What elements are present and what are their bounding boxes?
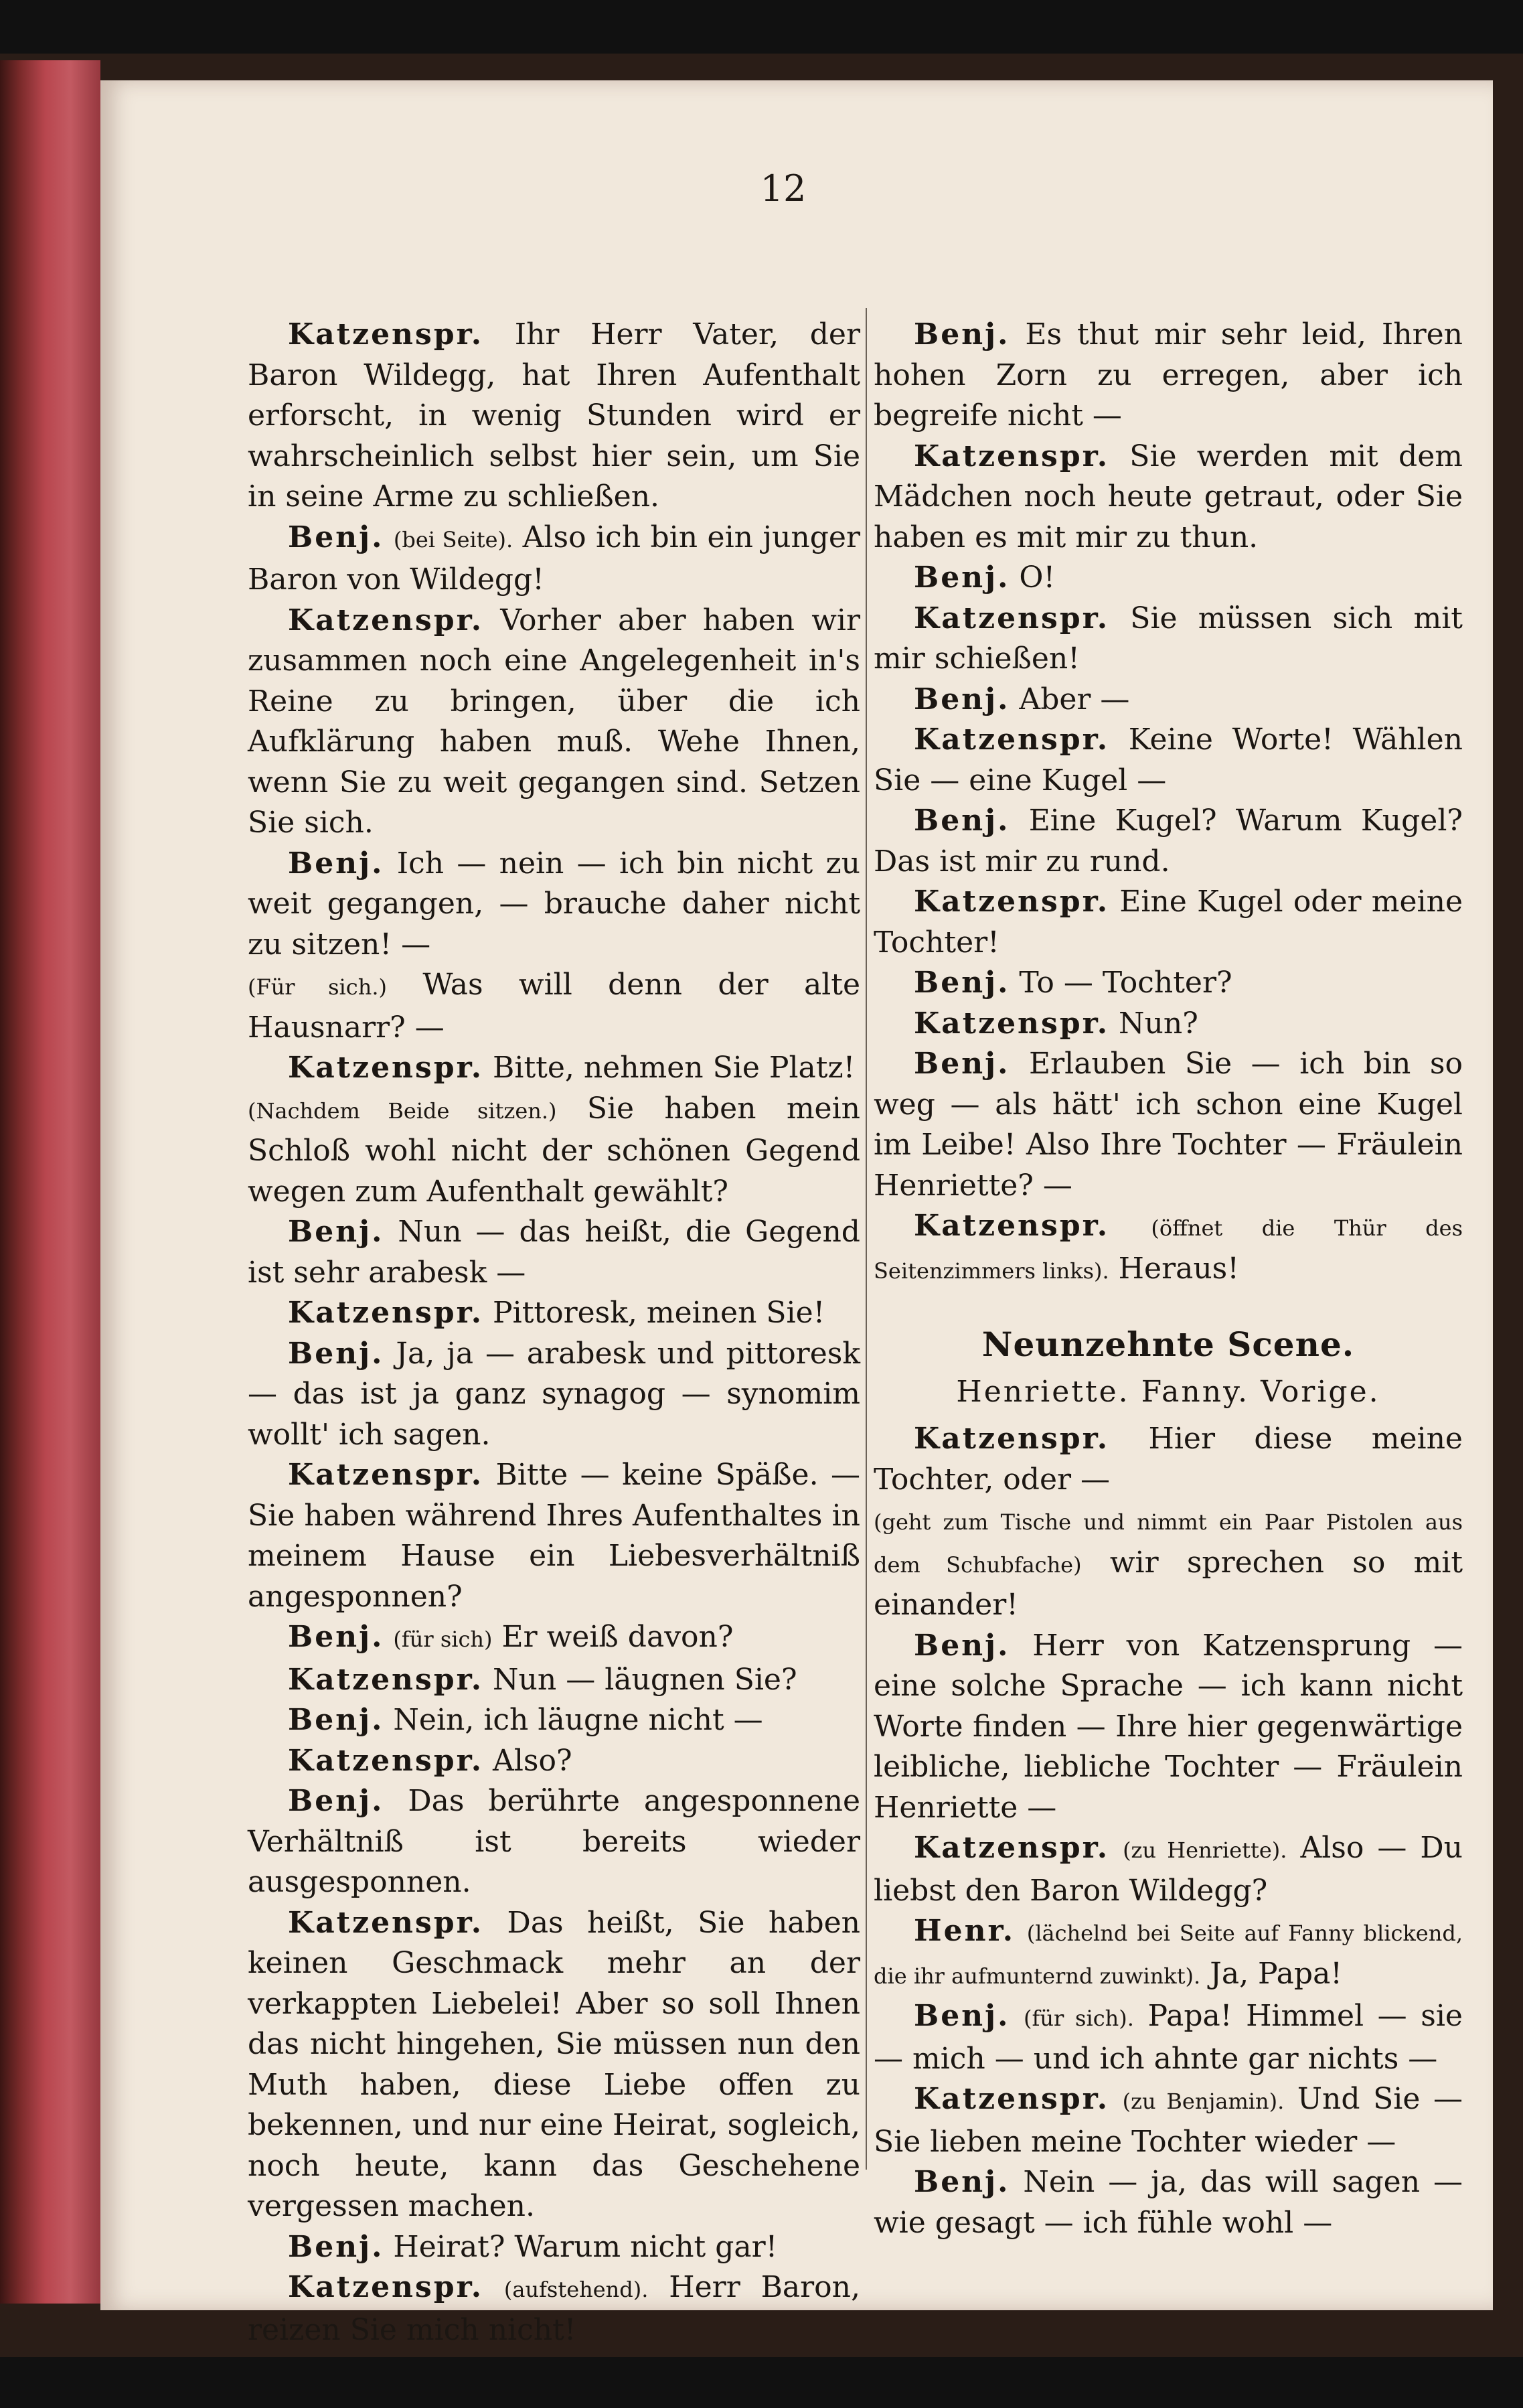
speaker-name: Katzenspr. bbox=[288, 1458, 484, 1492]
dialogue-text: Also — Du liebst den Baron Wildegg? bbox=[874, 1831, 1463, 1908]
stage-direction: (bei Seite). bbox=[393, 526, 513, 552]
stage-direction: (für sich) bbox=[393, 1627, 493, 1652]
dialogue-text: Sie müssen sich mit mir schießen! bbox=[874, 601, 1463, 676]
dialogue-line bbox=[874, 558, 1463, 599]
speaker-name: Benj. bbox=[914, 2165, 1010, 2199]
dialogue-text: Ihr Herr Vater, der Baron Wildegg, hat Ihren Aufenthalt erforscht, in wenig Stunden wird er wahrscheinlich selbst hier sein, um Sie in seine Arme zu schließen. bbox=[248, 317, 860, 514]
dialogue-text: Pittoresk, meinen Sie! bbox=[493, 1296, 825, 1330]
dialogue-line bbox=[248, 1741, 860, 1782]
speaker-name: Benj. bbox=[914, 966, 1010, 1000]
dialogue-line bbox=[874, 1004, 1463, 1045]
right-column-part-b bbox=[874, 1419, 1463, 2243]
dialogue-text: Bitte, nehmen Sie Platz! bbox=[493, 1051, 856, 1085]
dialogue-text: Heraus! bbox=[1118, 1251, 1239, 1286]
dialogue-text: To — Tochter? bbox=[1019, 966, 1232, 1000]
dialogue-line bbox=[248, 315, 860, 518]
speaker-name: Katzenspr. bbox=[914, 2082, 1110, 2116]
dialogue-line bbox=[874, 882, 1463, 963]
stage-direction: (zu Henriette). bbox=[1123, 1837, 1287, 1863]
dialogue-text: Also? bbox=[493, 1743, 572, 1778]
cast-list: Henriette. Fanny. Vorige. bbox=[956, 1374, 1380, 1409]
speaker-name: Katzenspr. bbox=[914, 723, 1110, 757]
stage-direction: (aufstehend). bbox=[503, 2277, 649, 2302]
speaker-name: Benj. bbox=[914, 804, 1010, 838]
speaker-name: Benj. bbox=[914, 560, 1010, 595]
speaker-name: Benj. bbox=[914, 317, 1010, 352]
right-column bbox=[874, 315, 1463, 2243]
dialogue-text: Eine Kugel? Warum Kugel? Das ist mir zu rund. bbox=[874, 804, 1463, 879]
dialogue-line bbox=[874, 963, 1463, 1004]
dialogue-text: Es thut mir sehr leid, Ihren hohen Zorn zu erregen, aber ich begreife nicht — bbox=[874, 317, 1463, 433]
dialogue-text: Nun — das heißt, die Gegend ist sehr arabesk — bbox=[248, 1215, 860, 1290]
dialogue-line bbox=[874, 1626, 1463, 1829]
dialogue-text: Erlauben Sie — ich bin so weg — als hätt' ich schon eine Kugel im Leibe! Also Ihre Tochter — Fräulein Henriette? — bbox=[874, 1047, 1463, 1203]
speaker-name: Benj. bbox=[288, 2229, 384, 2264]
dialogue-line bbox=[248, 1700, 860, 1741]
dialogue-line bbox=[248, 1617, 860, 1660]
dialogue-line bbox=[248, 1048, 860, 1089]
dialogue-line bbox=[874, 315, 1463, 437]
dialogue-text: Vorher aber haben wir zusammen noch eine Angelegenheit in's Reine zu bringen, über die ich Aufklärung haben muß. Wehe Ihnen, wenn Sie zu weit gegangen sind. Setzen Sie sich. bbox=[248, 603, 860, 840]
dialogue-line bbox=[248, 1660, 860, 1701]
speaker-name: Benj. bbox=[288, 846, 384, 881]
speaker-name: Benj. bbox=[914, 1047, 1010, 1081]
dialogue-text: Ich — nein — ich bin nicht zu weit gegangen, — brauche daher nicht zu sitzen! — bbox=[248, 846, 860, 962]
column-divider bbox=[866, 308, 867, 2170]
dialogue-text: Sie haben mein Schloß wohl nicht der schönen Gegend wegen zum Aufenthalt gewählt? bbox=[248, 1091, 860, 1209]
dialogue-line bbox=[248, 965, 860, 1048]
speaker-name: Katzenspr. bbox=[914, 1209, 1110, 1243]
dialogue-text: O! bbox=[1019, 560, 1056, 595]
dialogue-text: Sie werden mit dem Mädchen noch heute getraut, oder Sie haben es mit mir zu thun. bbox=[874, 439, 1463, 554]
speaker-name: Benj. bbox=[288, 1215, 384, 1249]
dialogue-text: Eine Kugel oder meine Tochter! bbox=[874, 885, 1463, 960]
dialogue-line bbox=[874, 801, 1463, 882]
speaker-name: Katzenspr. bbox=[288, 1743, 484, 1778]
dialogue-text: Nun? bbox=[1119, 1006, 1198, 1041]
speaker-name: Benj. bbox=[288, 520, 384, 554]
right-column-part-a bbox=[874, 315, 1463, 1291]
dialogue-line bbox=[248, 2267, 860, 2350]
dialogue-line bbox=[248, 844, 860, 966]
dialogue-line bbox=[248, 1781, 860, 1903]
stage-direction: (lächelnd bei Seite auf Fanny blickend, die ihr aufmunternd zuwinkt). bbox=[874, 1921, 1463, 1989]
dialogue-line bbox=[248, 1455, 860, 1617]
dialogue-line bbox=[874, 2079, 1463, 2162]
speaker-name: Benj. bbox=[288, 1620, 384, 1654]
dialogue-text: Also ich bin ein junger Baron von Wildegg! bbox=[248, 520, 860, 597]
dialogue-line bbox=[248, 601, 860, 844]
dialogue-text: Papa! Himmel — sie — mich — und ich ahnte gar nichts — bbox=[874, 1999, 1463, 2076]
dialogue-line bbox=[874, 437, 1463, 558]
dialogue-text: Was will denn der alte Hausnarr? — bbox=[248, 968, 860, 1045]
speaker-name: Katzenspr. bbox=[288, 1296, 484, 1330]
speaker-name: Katzenspr. bbox=[288, 2270, 484, 2304]
stage-direction: (zu Benjamin). bbox=[1122, 2089, 1285, 2114]
dialogue-line bbox=[874, 1500, 1463, 1626]
speaker-name: Katzenspr. bbox=[914, 1422, 1110, 1456]
left-column bbox=[248, 315, 860, 2350]
dialogue-text: Das heißt, Sie haben keinen Geschmack mehr an der verkappten Liebelei! Aber so soll Ihnen das nicht hingehen, Sie müssen nun den Muth haben, diese Liebe offen zu bekennen, und nur eine Heirat, sogleich, noch heute, kann das Geschehene vergessen machen. bbox=[248, 1905, 860, 2223]
speaker-name: Katzenspr. bbox=[288, 1662, 484, 1697]
dialogue-line bbox=[874, 1996, 1463, 2079]
dialogue-line bbox=[248, 518, 860, 601]
dialogue-line bbox=[874, 1206, 1463, 1291]
speaker-name: Katzenspr. bbox=[914, 885, 1110, 919]
speaker-name: Katzenspr. bbox=[288, 1905, 484, 1940]
dialogue-line bbox=[874, 1828, 1463, 1911]
dialogue-text: Ja, ja — arabesk und pittoresk — das ist ja ganz synagog — synomim wollt' ich sagen. bbox=[248, 1336, 860, 1452]
speaker-name: Benj. bbox=[914, 682, 1010, 717]
dialogue-text: Aber — bbox=[1019, 682, 1130, 717]
dialogue-line bbox=[874, 2162, 1463, 2243]
speaker-name: Benj. bbox=[288, 1784, 384, 1818]
page-edges bbox=[0, 60, 100, 2304]
speaker-name: Benj. bbox=[288, 1336, 384, 1371]
dialogue-line bbox=[248, 1212, 860, 1293]
dialogue-line bbox=[248, 1089, 860, 1213]
dialogue-line bbox=[874, 1044, 1463, 1206]
dialogue-text: Nein, ich läugne nicht — bbox=[393, 1703, 763, 1737]
dialogue-text: wir sprechen so mit einander! bbox=[874, 1545, 1463, 1622]
stage-direction: (geht zum Tische und nimmt ein Paar Pistolen aus dem Schubfache) bbox=[874, 1509, 1463, 1578]
dialogue-line bbox=[248, 2227, 860, 2268]
speaker-name: Katzenspr. bbox=[914, 1006, 1110, 1041]
dialogue-line bbox=[248, 1903, 860, 2227]
dialogue-text: Herr von Katzensprung — eine solche Sprache — ich kann nicht Worte finden — Ihre hier gegenwärtige leibliche, liebliche Tochter — Fräulein Henriette — bbox=[874, 1628, 1463, 1825]
dialogue-text: Nun — läugnen Sie? bbox=[493, 1662, 797, 1697]
stage-direction: (für sich). bbox=[1024, 2006, 1134, 2031]
dialogue-line bbox=[248, 1334, 860, 1456]
dialogue-line bbox=[874, 680, 1463, 721]
stage-direction: (Für sich.) bbox=[248, 974, 387, 1000]
stage-direction: (Nachdem Beide sitzen.) bbox=[248, 1098, 557, 1124]
speaker-name: Katzenspr. bbox=[914, 1831, 1110, 1865]
speaker-name: Katzenspr. bbox=[288, 603, 484, 637]
dialogue-line bbox=[874, 720, 1463, 801]
speaker-name: Benj. bbox=[914, 1999, 1010, 2033]
speaker-name: Katzenspr. bbox=[288, 317, 484, 352]
scene-title: Neunzehnte Scene. bbox=[981, 1325, 1355, 1364]
speaker-name: Benj. bbox=[288, 1703, 384, 1737]
dialogue-text: Hier diese meine Tochter, oder — bbox=[874, 1422, 1463, 1497]
dialogue-line bbox=[874, 599, 1463, 680]
dialogue-line bbox=[874, 1419, 1463, 1500]
speaker-name: Katzenspr. bbox=[914, 601, 1110, 635]
dialogue-line bbox=[874, 1911, 1463, 1996]
speaker-name: Benj. bbox=[914, 1628, 1010, 1663]
speaker-name: Katzenspr. bbox=[914, 439, 1110, 473]
dialogue-line bbox=[248, 1293, 860, 1334]
dialogue-text: Und Sie — Sie lieben meine Tochter wieder — bbox=[874, 2082, 1463, 2159]
dialogue-text: Er weiß davon? bbox=[501, 1620, 734, 1654]
dialogue-text: Nein — ja, das will sagen — wie gesagt — ich fühle wohl — bbox=[874, 2165, 1463, 2240]
dialogue-text: Keine Worte! Wählen Sie — eine Kugel — bbox=[874, 723, 1463, 798]
dialogue-text: Bitte — keine Späße. — Sie haben während Ihres Aufenthaltes in meinem Hause ein Liebesverhältniß angesponnen? bbox=[248, 1458, 860, 1614]
page-number: 12 bbox=[760, 167, 807, 210]
speaker-name: Katzenspr. bbox=[288, 1051, 484, 1085]
dialogue-text: Herr Baron, reizen Sie mich nicht! bbox=[248, 2270, 860, 2347]
dialogue-text: Ja, Papa! bbox=[1210, 1956, 1342, 1991]
dialogue-text: Heirat? Warum nicht gar! bbox=[393, 2229, 778, 2264]
speaker-name: Henr. bbox=[914, 1914, 1016, 1948]
stage-direction: (öffnet die Thür des Seitenzimmers links). bbox=[874, 1215, 1463, 1284]
dialogue-text: Das berührte angesponnene Verhältniß ist bereits wieder ausgesponnen. bbox=[248, 1784, 860, 1899]
